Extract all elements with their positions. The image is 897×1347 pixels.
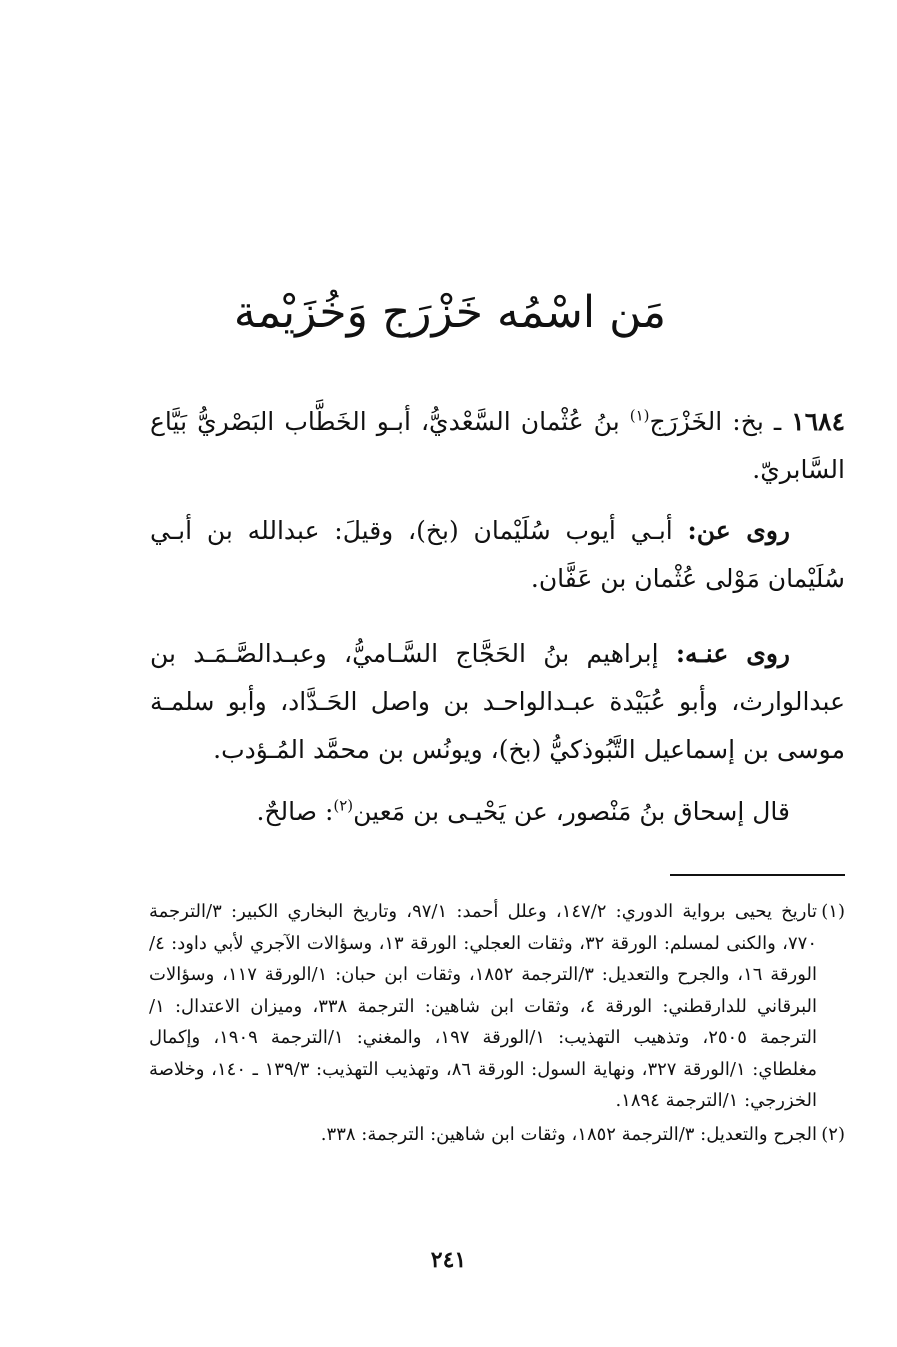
narrated-from-text: أبـي أيوب سُلَيْمان (بخ)، وقيلَ: عبدالله بن أبـي سُلَيْمان مَوْلى عُثْمان بن عَفَّان. bbox=[150, 516, 845, 593]
entry-lead: ـ بخ: الخَزْرَج bbox=[649, 407, 792, 436]
page-number: ٢٤١ bbox=[430, 1247, 467, 1273]
indent-space bbox=[790, 516, 845, 545]
footnote-text: تاريخ يحيى برواية الدوري: ١٤٧/٢، وعلل أحمد: ٩٧/١، وتاريخ البخاري الكبير: ٣/الترجمة ٧٧٠، والكنى لمسلم: الورقة ٣٢، وثقات العجلي: الورقة ١٣، وسؤالات الآجري لأبي داود: ٤/الورقة ١٦، والجرح والتعديل: ٣/الترجمة ١٨٥٢، وثقات ابن حبان: ١/الورقة ١١٧، وسؤالات البرقاني للدارقطني: الورقة ٤، وثقات ابن شاهين: الترجمة ٣٣٨، وميزان الاعتدال: ١/الترجمة ٢٥٠٥، وتذهيب التهذيب: ١/الورقة ١٩٧، والمغني: ١/الترجمة ١٩٠٩، وإكمال مغلطاي: ١/الورقة ٣٢٧، ونهاية السول: الورقة ٨٦، وتهذيب التهذيب: ١٣٩/٣ ـ ١٤٠، وخلاصة الخزرجي: ١/الترجمة ١٨٩٤. bbox=[149, 901, 817, 1111]
footnote-text: الجرح والتعديل: ٣/الترجمة ١٨٥٢، وثقات ابن شاهين: الترجمة: ٣٣٨. bbox=[320, 1123, 817, 1145]
entry-name-text: بنُ عُثْمان السَّعْديُّ، أبـو الخَطَّاب البَصْريُّ بَيَّاع السَّابريّ. bbox=[150, 407, 845, 484]
assessment-text-before: قال إسحاق بنُ مَنْصور، عن يَحْيـى بن مَعين bbox=[353, 797, 790, 826]
narrated-by-label: روى عنـه: bbox=[675, 639, 790, 668]
assessment-paragraph bbox=[150, 788, 845, 836]
chapter-title: مَن اسْمُه خَزْرَج وَخُزَيْمة bbox=[233, 287, 667, 338]
narrated-by-paragraph bbox=[150, 630, 845, 774]
footnote-ref-1[interactable]: (١) bbox=[629, 406, 650, 425]
narrated-from-label: روى عن: bbox=[687, 516, 790, 545]
entry-heading-paragraph bbox=[150, 398, 845, 494]
assessment-text-after: : صالحٌ. bbox=[256, 797, 334, 826]
footnotes-section bbox=[149, 896, 845, 1150]
indent-space bbox=[790, 639, 845, 668]
footnote-ref-2[interactable]: (٢) bbox=[333, 796, 354, 815]
footnote-2 bbox=[149, 1119, 845, 1151]
footnote-number: (١) bbox=[821, 901, 845, 922]
footnote-1 bbox=[149, 896, 845, 1117]
entry-number: ١٦٨٤ bbox=[791, 407, 845, 436]
narrated-by-text: إبراهيم بنُ الحَجَّاج السَّـاميُّ، وعبـدالصَّـمَـد بن عبدالوارث، وأبو عُبَيْدة عبـدالواحـد بن واصل الحَـدَّاد، وأبو سلمـة موسى بن إسماعيل التَّبُوذكيُّ (بخ)، ويونُس بن محمَّد المُـؤدب. bbox=[150, 639, 845, 764]
narrated-from-paragraph bbox=[150, 507, 845, 603]
footnote-divider bbox=[670, 874, 845, 876]
footnote-number: (٢) bbox=[821, 1123, 845, 1145]
